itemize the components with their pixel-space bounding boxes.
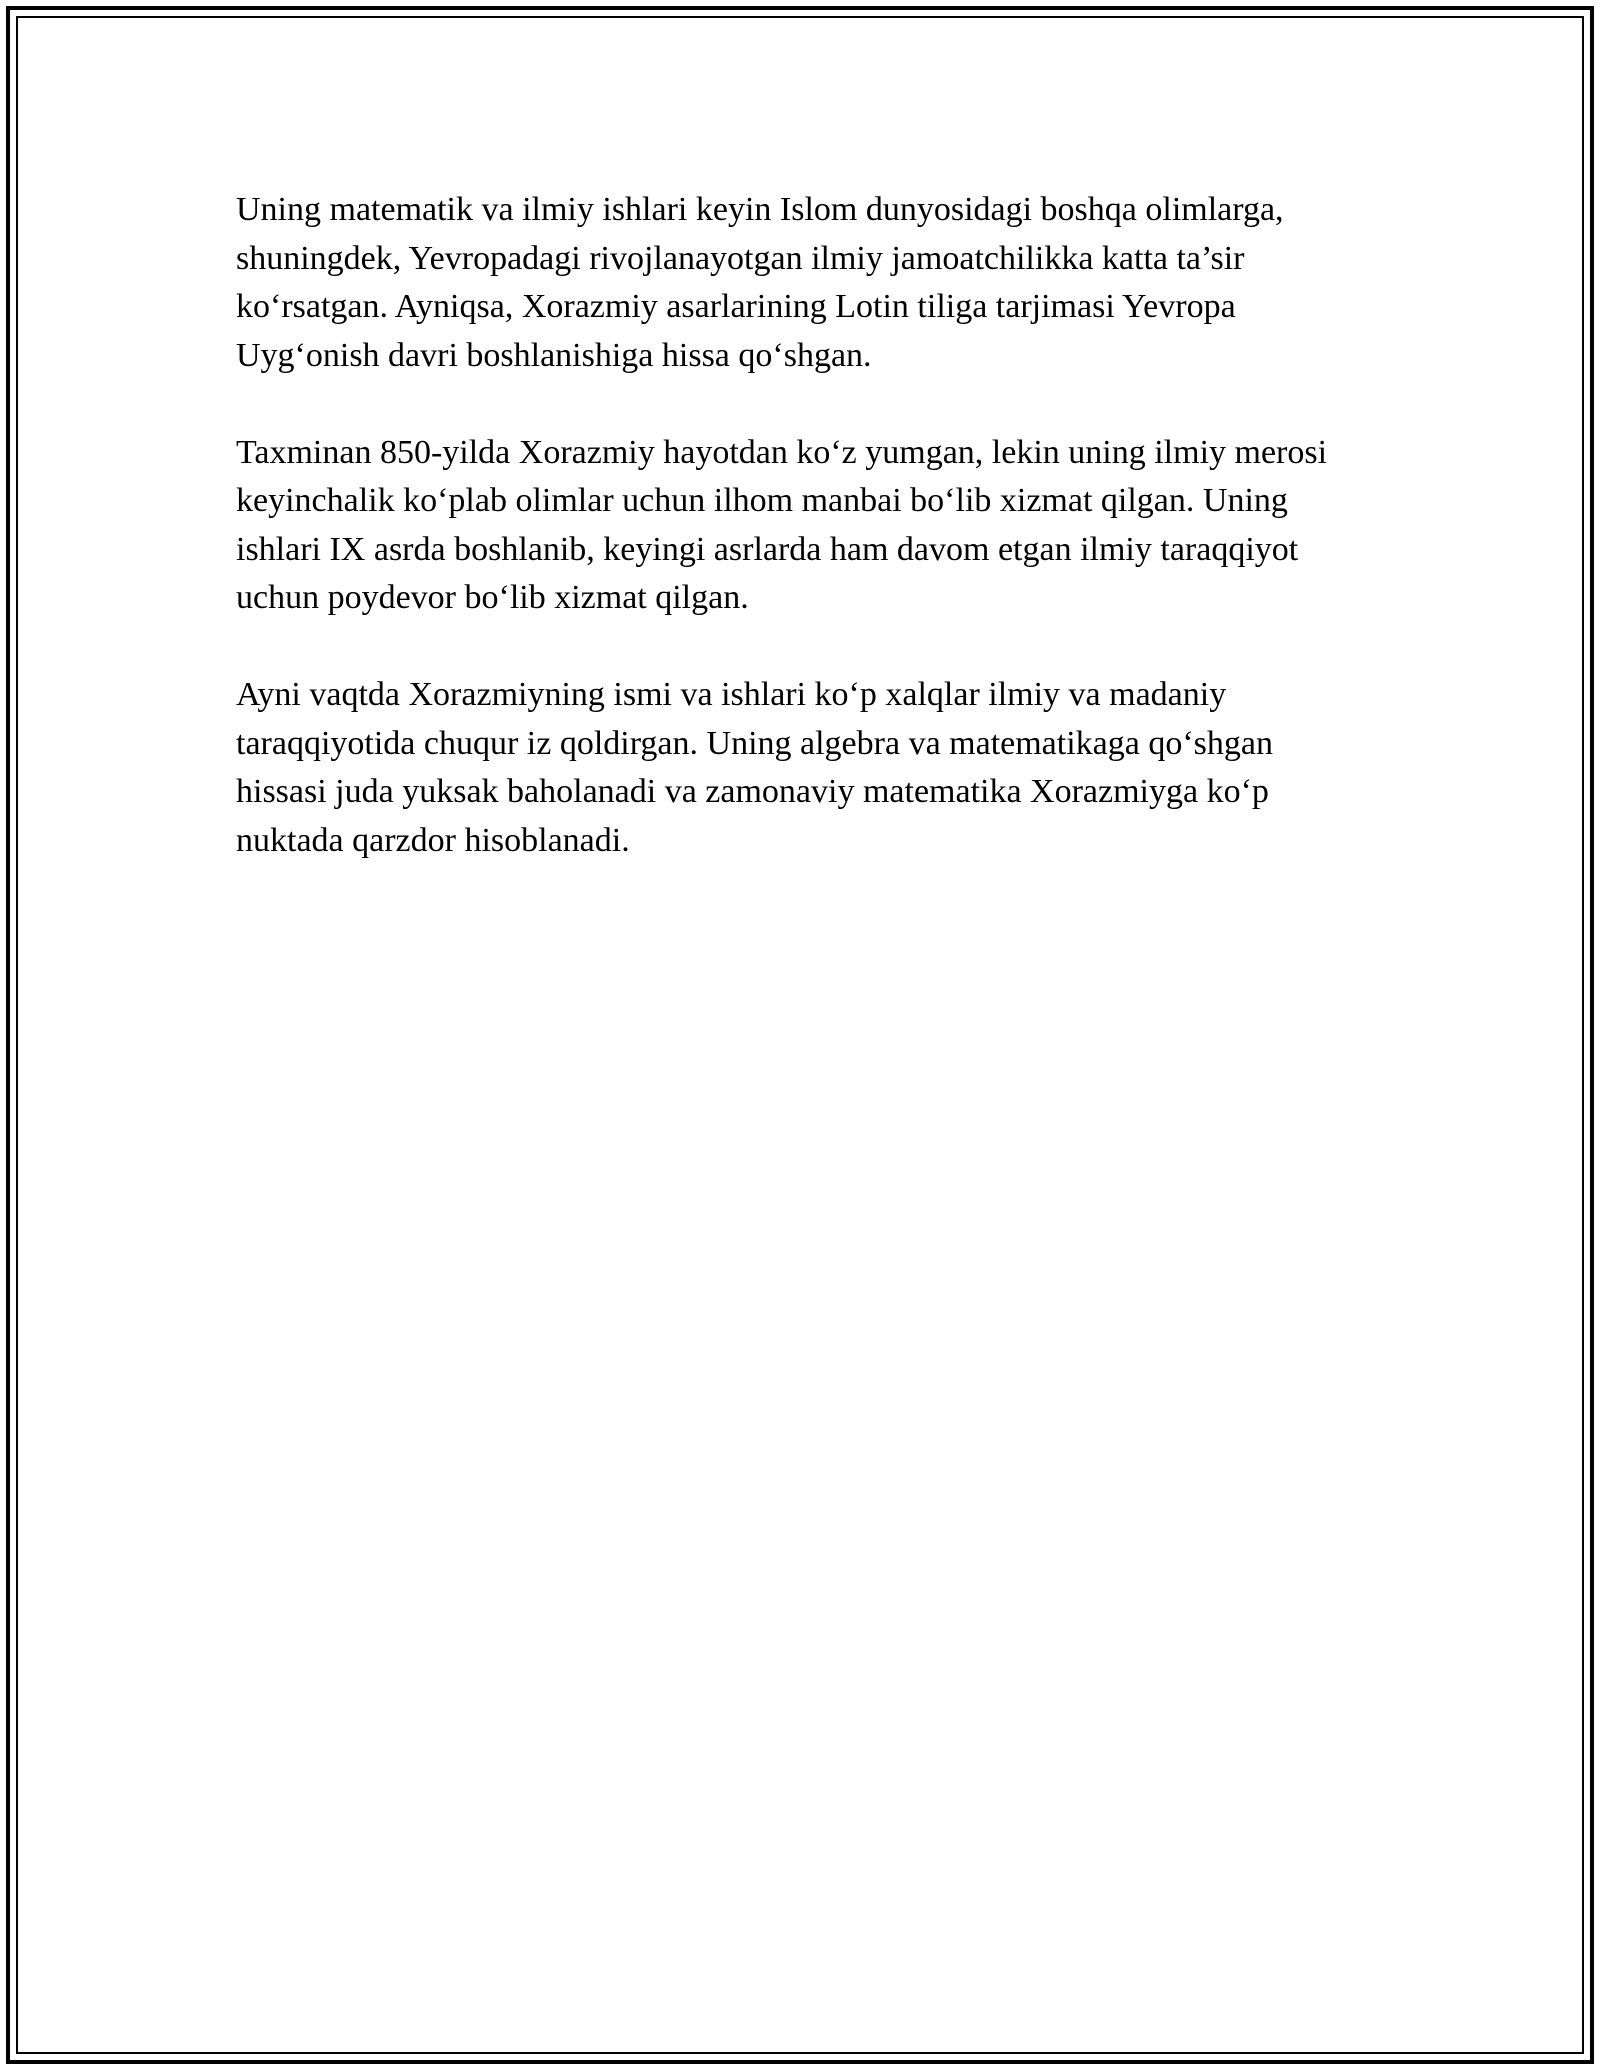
paragraph-1: Uning matematik va ilmiy ishlari keyin Islom dunyosidagi boshqa olimlarga, shuningdek, Yevropadagi rivojlanayotgan ilmiy jamoatchilikka katta ta’sir ko‘rsatgan. Ayniqsa, Xorazmiy asarlarining Lotin tiliga tarjimasi Yevropa Uyg‘onish davri boshlanishiga hissa qo‘shgan. xyxy=(236,191,1284,374)
paragraph-3: Ayni vaqtda Xorazmiyning ismi va ishlari ko‘p xalqlar ilmiy va madaniy taraqqiyotida chuqur iz qoldirgan. Uning algebra va matematikaga qo‘shgan hissasi juda yuksak baholanadi va zamonaviy matematika Xorazmiyga ko‘p nuktada qarzdor hisoblanadi. xyxy=(236,676,1273,859)
paragraph-2: Taxminan 850-yilda Xorazmiy hayotdan ko‘z yumgan, lekin uning ilmiy merosi keyinchalik ko‘plab olimlar uchun ilhom manbai bo‘lib xizmat qilgan. Uning ishlari IX asrda boshlanib, keyingi asrlarda ham davom etgan ilmiy taraqqiyot uchun poydevor bo‘lib xizmat qilgan. xyxy=(236,433,1328,616)
document-body xyxy=(236,186,1366,914)
